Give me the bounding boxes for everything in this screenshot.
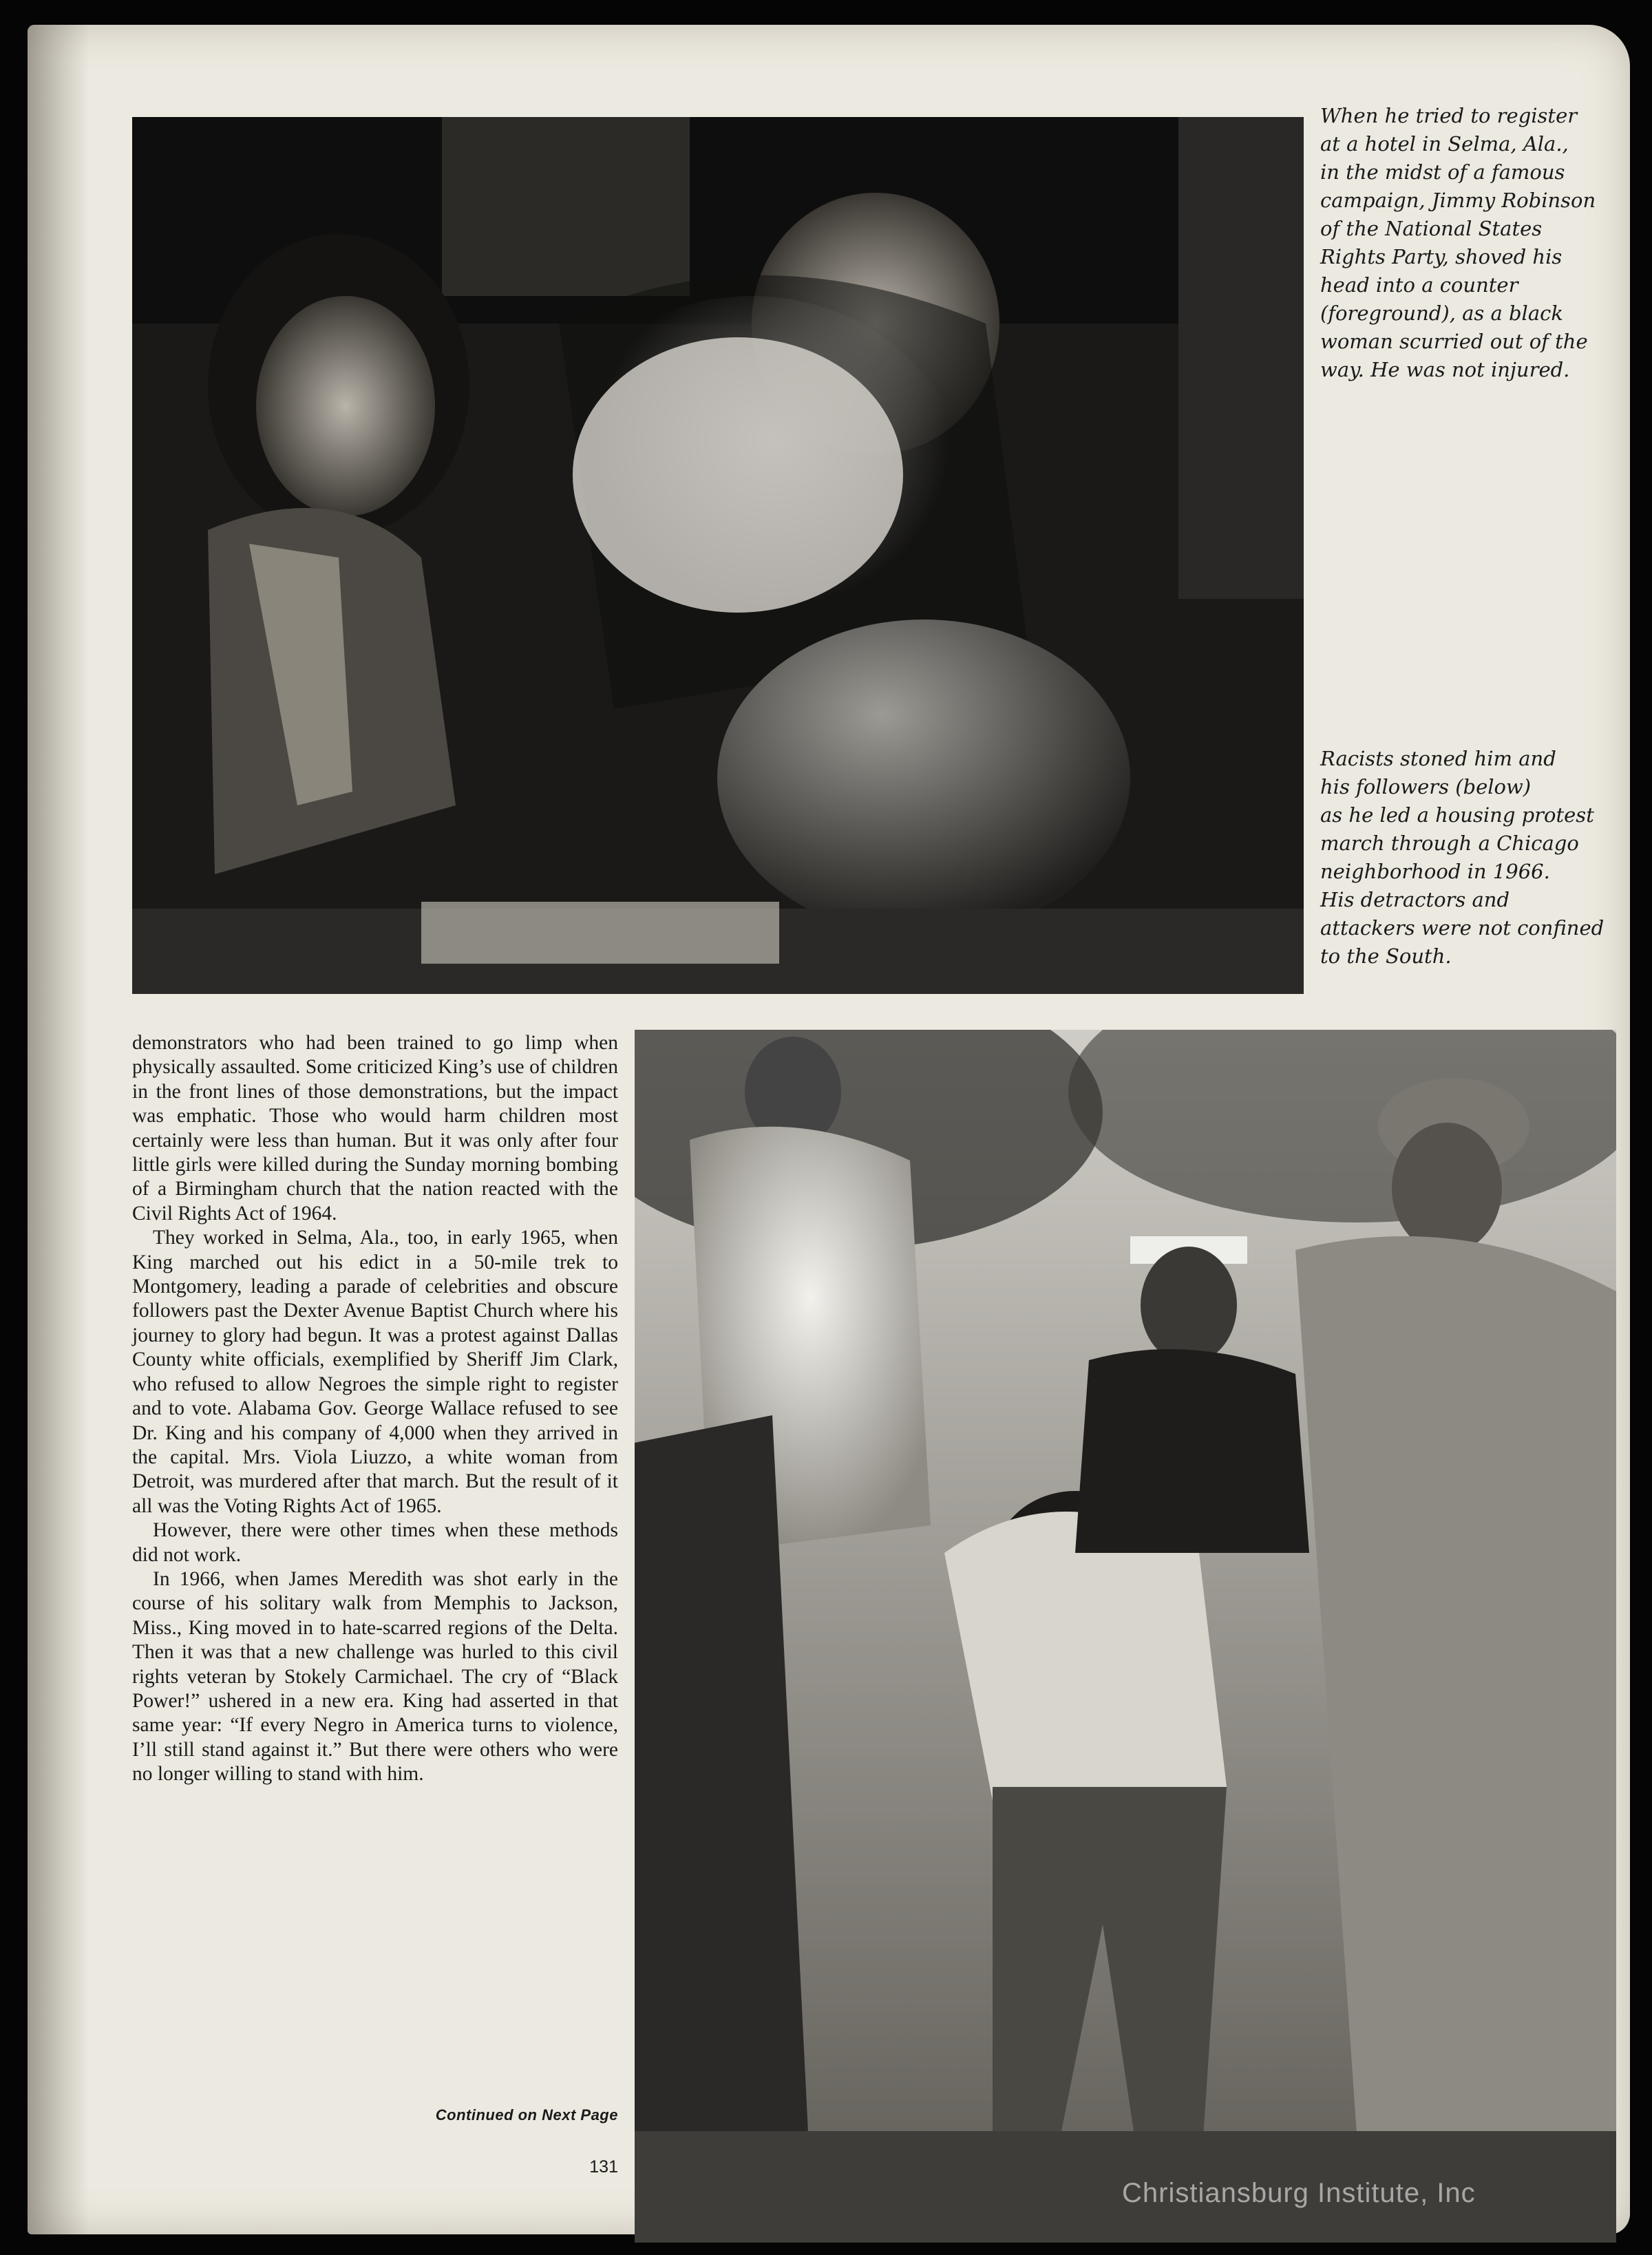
article-paragraph: In 1966, when James Meredith was shot early in the course of his solitary walk from Memphis to Jackson, Miss., King moved in to hate-scarred regions of the Delta. Then it was that a new challenge was hurled to this civil rights veteran by Stokely Carmichael. The cry of “Black Power!” ushered in a new era. King had asserted in that same year: “If every Negro in America turns to violence, I’ll still stand against it.” But there were others who were no longer willing to stand with him.	[132, 1567, 618, 1786]
page-number: 131	[589, 2157, 618, 2177]
article-paragraph: They worked in Selma, Ala., too, in early 1965, when King marched out his edict in a 50-mile trek to Montgomery, leading a parade of celebrities and obscure followers past the Dexter Avenue Baptist Church where his journey to glory had begun. It was a protest against Dallas County white officials, exemplified by Sheriff Jim Clark, who refused to allow Negroes the simple right to register and to vote. Alabama Gov. George Wallace refused to see Dr. King and his company of 4,000 when they arrived in the capital. Mrs. Viola Liuzzo, a white woman from Detroit, was murdered after that march. But the result of it all was the Voting Rights Act of 1965.	[132, 1227, 618, 1517]
photo-selma-hotel	[132, 117, 1304, 994]
photo-chicago-march	[635, 1030, 1616, 2243]
page-gutter-shadow	[28, 25, 89, 2234]
caption-chicago-march: Racists stoned him and his followers (below) as he led a housing protest march through a Chicago neighborhood in 1966. His detractors and attackers were not confined to the South.	[1320, 747, 1605, 968]
photo-chicago-march-image	[635, 1030, 1616, 2243]
caption-selma-hotel: When he tried to register at a hotel in Selma, Ala., in the midst of a famous campaign, Jimmy Robinson of the National States Rights Party, shoved his head into a counter (foreground), as a black woman scurried out of the way. He was not injured.	[1320, 104, 1596, 381]
article-body	[132, 1031, 618, 1787]
photo-selma-hotel-image	[132, 117, 1304, 994]
article-paragraph: demonstrators who had been trained to go limp when physically assaulted. Some criticized King’s use of children in the front lines of those demonstrations, but the impact was emphatic. Those who would harm children most certainly were less than human. But it was only after four little girls were killed during the Sunday morning bombing of a Birmingham church that the nation reacted with the Civil Rights Act of 1964.	[132, 1032, 618, 1225]
magazine-page	[28, 25, 1630, 2234]
article-paragraph: However, there were other times when these methods did not work.	[132, 1519, 618, 1566]
continued-note: Continued on Next Page	[435, 2106, 618, 2124]
watermark: Christiansburg Institute, Inc	[1122, 2178, 1476, 2208]
